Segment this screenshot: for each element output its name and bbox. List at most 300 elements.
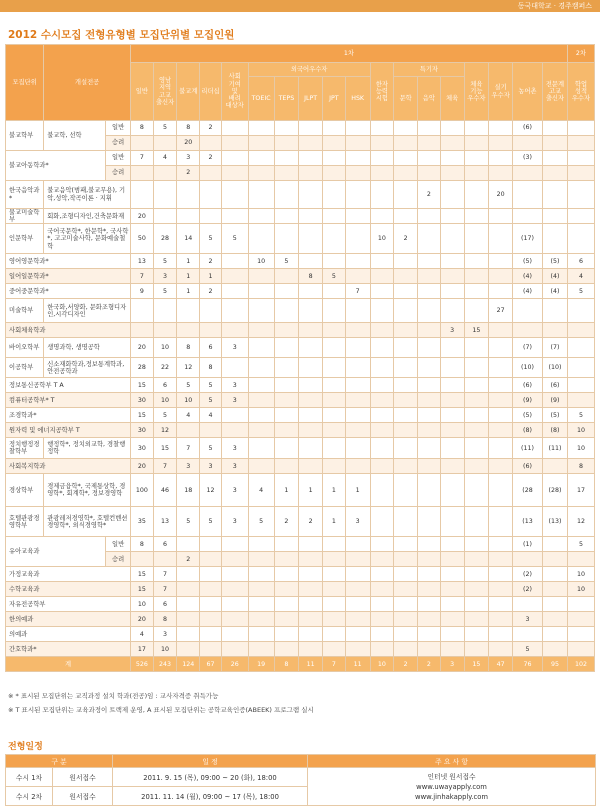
- value-cell: 5: [200, 507, 222, 537]
- value-cell: [153, 552, 177, 567]
- value-cell: [345, 567, 370, 582]
- value-cell: [345, 438, 370, 459]
- value-cell: [274, 121, 299, 136]
- value-cell: [299, 423, 323, 438]
- value-cell: 35: [130, 507, 153, 537]
- value-cell: [248, 284, 274, 299]
- value-cell: [200, 209, 222, 224]
- value-cell: [370, 537, 394, 552]
- value-cell: [345, 224, 370, 254]
- value-cell: 10: [153, 642, 177, 657]
- value-cell: [394, 567, 418, 582]
- footnote: ※ * 표시된 모집단위는 교직과정 설치 학과(전공)임 : 교사자격증 취득가능: [8, 692, 219, 700]
- value-cell: [345, 597, 370, 612]
- major-name: 회화,조형디자인,건축문화재: [44, 209, 131, 224]
- value-cell: [299, 209, 323, 224]
- total-cell: 526: [130, 657, 153, 672]
- value-cell: [489, 209, 513, 224]
- value-cell: [489, 323, 513, 338]
- value-cell: [345, 136, 370, 151]
- total-cell: 76: [513, 657, 543, 672]
- value-cell: [394, 582, 418, 597]
- value-cell: 8: [130, 121, 153, 136]
- value-cell: [274, 642, 299, 657]
- header-round1: 1차: [130, 45, 567, 63]
- table-row: [6, 507, 595, 537]
- value-cell: [394, 299, 418, 323]
- value-cell: [542, 459, 567, 474]
- value-cell: [513, 299, 543, 323]
- value-cell: [323, 582, 346, 597]
- value-cell: [370, 166, 394, 181]
- value-cell: 30: [130, 423, 153, 438]
- value-cell: 12: [200, 474, 222, 507]
- value-cell: [464, 181, 489, 209]
- value-cell: [464, 224, 489, 254]
- value-cell: [542, 299, 567, 323]
- unit-name: 한국음악과*: [6, 181, 44, 209]
- value-cell: 2: [418, 181, 441, 209]
- value-cell: [299, 299, 323, 323]
- value-cell: (9): [513, 393, 543, 408]
- col-header: 체육 기능 우수자: [464, 63, 489, 121]
- value-cell: 5: [567, 284, 594, 299]
- value-cell: [489, 224, 513, 254]
- major-name: 생명과학, 생명공학: [44, 338, 131, 358]
- value-cell: [248, 537, 274, 552]
- value-cell: [248, 627, 274, 642]
- value-cell: [394, 612, 418, 627]
- value-cell: (4): [513, 284, 543, 299]
- value-cell: [299, 597, 323, 612]
- value-cell: [418, 254, 441, 269]
- col-header: JLPT: [299, 77, 323, 121]
- value-cell: [440, 166, 464, 181]
- value-cell: [440, 627, 464, 642]
- value-cell: [248, 582, 274, 597]
- value-cell: [440, 459, 464, 474]
- value-cell: [464, 567, 489, 582]
- value-cell: 7: [130, 151, 153, 166]
- value-cell: [464, 474, 489, 507]
- value-cell: [464, 507, 489, 537]
- value-cell: 3: [221, 393, 248, 408]
- value-cell: [513, 627, 543, 642]
- value-cell: 7: [153, 459, 177, 474]
- value-cell: 5: [153, 254, 177, 269]
- col-header: 리더십: [200, 63, 222, 121]
- value-cell: [418, 597, 441, 612]
- value-cell: [299, 284, 323, 299]
- schedule-date: 2011. 11. 14 (월), 09:00 ~ 17 (목), 18:00: [113, 787, 308, 806]
- value-cell: [274, 151, 299, 166]
- footnotes: [8, 689, 314, 717]
- value-cell: [248, 299, 274, 323]
- value-cell: 2: [200, 254, 222, 269]
- value-cell: [418, 209, 441, 224]
- value-cell: [345, 612, 370, 627]
- value-cell: [221, 612, 248, 627]
- value-cell: [248, 166, 274, 181]
- schedule-item: 원서접수: [53, 787, 113, 806]
- value-cell: 3: [221, 474, 248, 507]
- value-cell: [221, 151, 248, 166]
- value-cell: 50: [130, 224, 153, 254]
- value-cell: [489, 642, 513, 657]
- value-cell: 15: [130, 567, 153, 582]
- value-cell: (4): [513, 269, 543, 284]
- table-row: [6, 642, 595, 657]
- unit-name: 수학교육과: [6, 582, 131, 597]
- value-cell: [274, 224, 299, 254]
- value-cell: (4): [542, 269, 567, 284]
- value-cell: [542, 537, 567, 552]
- total-cell: 47: [489, 657, 513, 672]
- value-cell: [394, 378, 418, 393]
- value-cell: [489, 166, 513, 181]
- schedule-link[interactable]: www.uwayapply.com: [416, 782, 487, 791]
- value-cell: [567, 642, 594, 657]
- value-cell: 3: [221, 438, 248, 459]
- value-cell: (6): [513, 459, 543, 474]
- unit-name: 불교미술학부: [6, 209, 44, 224]
- value-cell: (8): [513, 423, 543, 438]
- total-cell: 2: [418, 657, 441, 672]
- value-cell: 10: [567, 582, 594, 597]
- value-cell: 3: [221, 459, 248, 474]
- value-cell: [418, 552, 441, 567]
- total-cell: 8: [274, 657, 299, 672]
- value-cell: [248, 323, 274, 338]
- value-cell: [567, 151, 594, 166]
- sub-type: 일반: [106, 537, 131, 552]
- value-cell: [370, 209, 394, 224]
- unit-name: 가정교육과: [6, 567, 131, 582]
- value-cell: [299, 338, 323, 358]
- value-cell: 13: [130, 254, 153, 269]
- value-cell: [489, 552, 513, 567]
- total-cell: 7: [323, 657, 346, 672]
- value-cell: [464, 612, 489, 627]
- value-cell: [418, 474, 441, 507]
- value-cell: [440, 378, 464, 393]
- value-cell: (6): [542, 378, 567, 393]
- value-cell: [489, 393, 513, 408]
- value-cell: [221, 254, 248, 269]
- value-cell: 1: [177, 254, 200, 269]
- value-cell: 8: [200, 358, 222, 378]
- value-cell: [200, 582, 222, 597]
- value-cell: [323, 552, 346, 567]
- value-cell: [418, 136, 441, 151]
- value-cell: 2: [274, 507, 299, 537]
- value-cell: [370, 121, 394, 136]
- value-cell: [177, 612, 200, 627]
- value-cell: [323, 284, 346, 299]
- col-header: TEPS: [274, 77, 299, 121]
- value-cell: [221, 627, 248, 642]
- value-cell: [345, 537, 370, 552]
- value-cell: 2: [177, 552, 200, 567]
- value-cell: [177, 323, 200, 338]
- value-cell: [177, 582, 200, 597]
- value-cell: [221, 552, 248, 567]
- value-cell: [299, 166, 323, 181]
- value-cell: [440, 642, 464, 657]
- value-cell: [489, 582, 513, 597]
- value-cell: [440, 438, 464, 459]
- schedule-title: 전형일정: [8, 742, 43, 752]
- value-cell: 3: [177, 151, 200, 166]
- value-cell: 8: [177, 121, 200, 136]
- value-cell: [394, 358, 418, 378]
- value-cell: 30: [130, 393, 153, 408]
- value-cell: [299, 627, 323, 642]
- value-cell: 17: [567, 474, 594, 507]
- value-cell: 3: [153, 269, 177, 284]
- value-cell: [153, 136, 177, 151]
- value-cell: [299, 393, 323, 408]
- value-cell: 2: [299, 507, 323, 537]
- value-cell: [323, 151, 346, 166]
- value-cell: [323, 209, 346, 224]
- value-cell: [177, 567, 200, 582]
- value-cell: 15: [130, 408, 153, 423]
- value-cell: [513, 323, 543, 338]
- value-cell: [248, 151, 274, 166]
- header-major: 개설전공: [44, 45, 131, 121]
- value-cell: [394, 151, 418, 166]
- value-cell: [248, 121, 274, 136]
- col-header: 사회 기여 및 배려 대상자: [221, 63, 248, 121]
- value-cell: 10: [130, 597, 153, 612]
- value-cell: 5: [513, 642, 543, 657]
- value-cell: [464, 582, 489, 597]
- schedule-date: 2011. 9. 15 (목), 09:00 ~ 20 (화), 18:00: [113, 768, 308, 787]
- value-cell: 4: [130, 627, 153, 642]
- value-cell: [248, 642, 274, 657]
- value-cell: [345, 393, 370, 408]
- total-cell: 102: [567, 657, 594, 672]
- value-cell: 1: [200, 269, 222, 284]
- value-cell: [177, 642, 200, 657]
- header-round2: 2차: [567, 45, 594, 63]
- value-cell: [394, 323, 418, 338]
- value-cell: [489, 254, 513, 269]
- value-cell: [299, 567, 323, 582]
- value-cell: [464, 378, 489, 393]
- value-cell: [542, 642, 567, 657]
- col-header: 불교계: [177, 63, 200, 121]
- value-cell: [513, 166, 543, 181]
- value-cell: [274, 378, 299, 393]
- value-cell: (28): [542, 474, 567, 507]
- value-cell: [567, 136, 594, 151]
- value-cell: [221, 597, 248, 612]
- value-cell: [394, 459, 418, 474]
- header-unit: 모집단위: [6, 45, 44, 121]
- value-cell: [370, 582, 394, 597]
- schedule-note: 인터넷 원서접수: [427, 772, 476, 781]
- value-cell: [345, 254, 370, 269]
- value-cell: [418, 408, 441, 423]
- value-cell: 3: [221, 378, 248, 393]
- value-cell: [394, 269, 418, 284]
- value-cell: [567, 393, 594, 408]
- value-cell: [274, 582, 299, 597]
- value-cell: [248, 358, 274, 378]
- value-cell: [394, 627, 418, 642]
- value-cell: [567, 224, 594, 254]
- value-cell: [418, 151, 441, 166]
- value-cell: [248, 209, 274, 224]
- value-cell: [345, 408, 370, 423]
- value-cell: 10: [248, 254, 274, 269]
- value-cell: [370, 423, 394, 438]
- value-cell: [323, 166, 346, 181]
- value-cell: [370, 151, 394, 166]
- value-cell: [542, 181, 567, 209]
- total-cell: 67: [200, 657, 222, 672]
- schedule-link[interactable]: www.jinhakapply.com: [415, 792, 489, 801]
- value-cell: [248, 338, 274, 358]
- value-cell: [323, 358, 346, 378]
- value-cell: 12: [567, 507, 594, 537]
- value-cell: [274, 423, 299, 438]
- table-row: [6, 284, 595, 299]
- value-cell: [299, 151, 323, 166]
- value-cell: [394, 507, 418, 537]
- unit-name: 정치행정경찰학부: [6, 438, 44, 459]
- value-cell: [542, 567, 567, 582]
- value-cell: [542, 552, 567, 567]
- value-cell: [248, 459, 274, 474]
- value-cell: [221, 209, 248, 224]
- value-cell: [370, 269, 394, 284]
- value-cell: 5: [200, 378, 222, 393]
- value-cell: [221, 269, 248, 284]
- value-cell: 46: [153, 474, 177, 507]
- value-cell: 4: [248, 474, 274, 507]
- value-cell: 7: [177, 438, 200, 459]
- value-cell: [200, 537, 222, 552]
- value-cell: 5: [221, 224, 248, 254]
- value-cell: [542, 136, 567, 151]
- value-cell: [513, 552, 543, 567]
- value-cell: [248, 393, 274, 408]
- table-row: [6, 358, 595, 378]
- unit-name: 간호학과*: [6, 642, 131, 657]
- value-cell: [200, 299, 222, 323]
- value-cell: 1: [323, 507, 346, 537]
- schedule-header: 일 정: [113, 755, 308, 768]
- value-cell: [418, 224, 441, 254]
- table-row: [6, 338, 595, 358]
- total-label: 계: [6, 657, 131, 672]
- total-cell: 3: [440, 657, 464, 672]
- value-cell: [394, 254, 418, 269]
- value-cell: 10: [567, 423, 594, 438]
- col-header: 한자 능력 시험: [370, 63, 394, 121]
- value-cell: [345, 269, 370, 284]
- value-cell: [370, 254, 394, 269]
- value-cell: [299, 459, 323, 474]
- value-cell: [177, 627, 200, 642]
- value-cell: [394, 552, 418, 567]
- value-cell: [323, 323, 346, 338]
- value-cell: [489, 378, 513, 393]
- value-cell: [130, 166, 153, 181]
- value-cell: [200, 642, 222, 657]
- value-cell: 5: [248, 507, 274, 537]
- value-cell: [323, 627, 346, 642]
- value-cell: 7: [153, 567, 177, 582]
- value-cell: [153, 299, 177, 323]
- value-cell: [248, 552, 274, 567]
- value-cell: [299, 537, 323, 552]
- unit-name: 불교아동학과*: [6, 151, 106, 181]
- value-cell: [464, 338, 489, 358]
- col-header: 농어촌: [513, 63, 543, 121]
- value-cell: [153, 181, 177, 209]
- header-special: 특기자: [394, 63, 464, 77]
- total-cell: 243: [153, 657, 177, 672]
- sub-type: 일반: [106, 151, 131, 166]
- unit-name: 미술학부: [6, 299, 44, 323]
- value-cell: 20: [130, 338, 153, 358]
- value-cell: [323, 408, 346, 423]
- value-cell: [130, 181, 153, 209]
- value-cell: [489, 269, 513, 284]
- value-cell: [274, 299, 299, 323]
- value-cell: 9: [130, 284, 153, 299]
- value-cell: [567, 209, 594, 224]
- table-row: [6, 582, 595, 597]
- value-cell: [440, 224, 464, 254]
- value-cell: [489, 597, 513, 612]
- value-cell: [323, 181, 346, 209]
- value-cell: [345, 209, 370, 224]
- value-cell: [274, 136, 299, 151]
- value-cell: (9): [542, 393, 567, 408]
- value-cell: [464, 597, 489, 612]
- table-row: [6, 393, 595, 408]
- value-cell: [440, 269, 464, 284]
- sub-type: 일반: [106, 121, 131, 136]
- value-cell: [440, 181, 464, 209]
- value-cell: [248, 378, 274, 393]
- value-cell: [299, 254, 323, 269]
- value-cell: 20: [130, 209, 153, 224]
- value-cell: [221, 358, 248, 378]
- value-cell: [323, 121, 346, 136]
- header-foreign: 외국어우수자: [248, 63, 370, 77]
- value-cell: [370, 358, 394, 378]
- value-cell: [299, 323, 323, 338]
- value-cell: [440, 408, 464, 423]
- unit-name: 경상학부: [6, 474, 44, 507]
- value-cell: 15: [130, 582, 153, 597]
- value-cell: [394, 209, 418, 224]
- value-cell: 3: [153, 627, 177, 642]
- value-cell: [567, 612, 594, 627]
- table-row: [6, 627, 595, 642]
- value-cell: 5: [200, 393, 222, 408]
- value-cell: [394, 136, 418, 151]
- value-cell: [274, 552, 299, 567]
- value-cell: [345, 552, 370, 567]
- table-row: [6, 597, 595, 612]
